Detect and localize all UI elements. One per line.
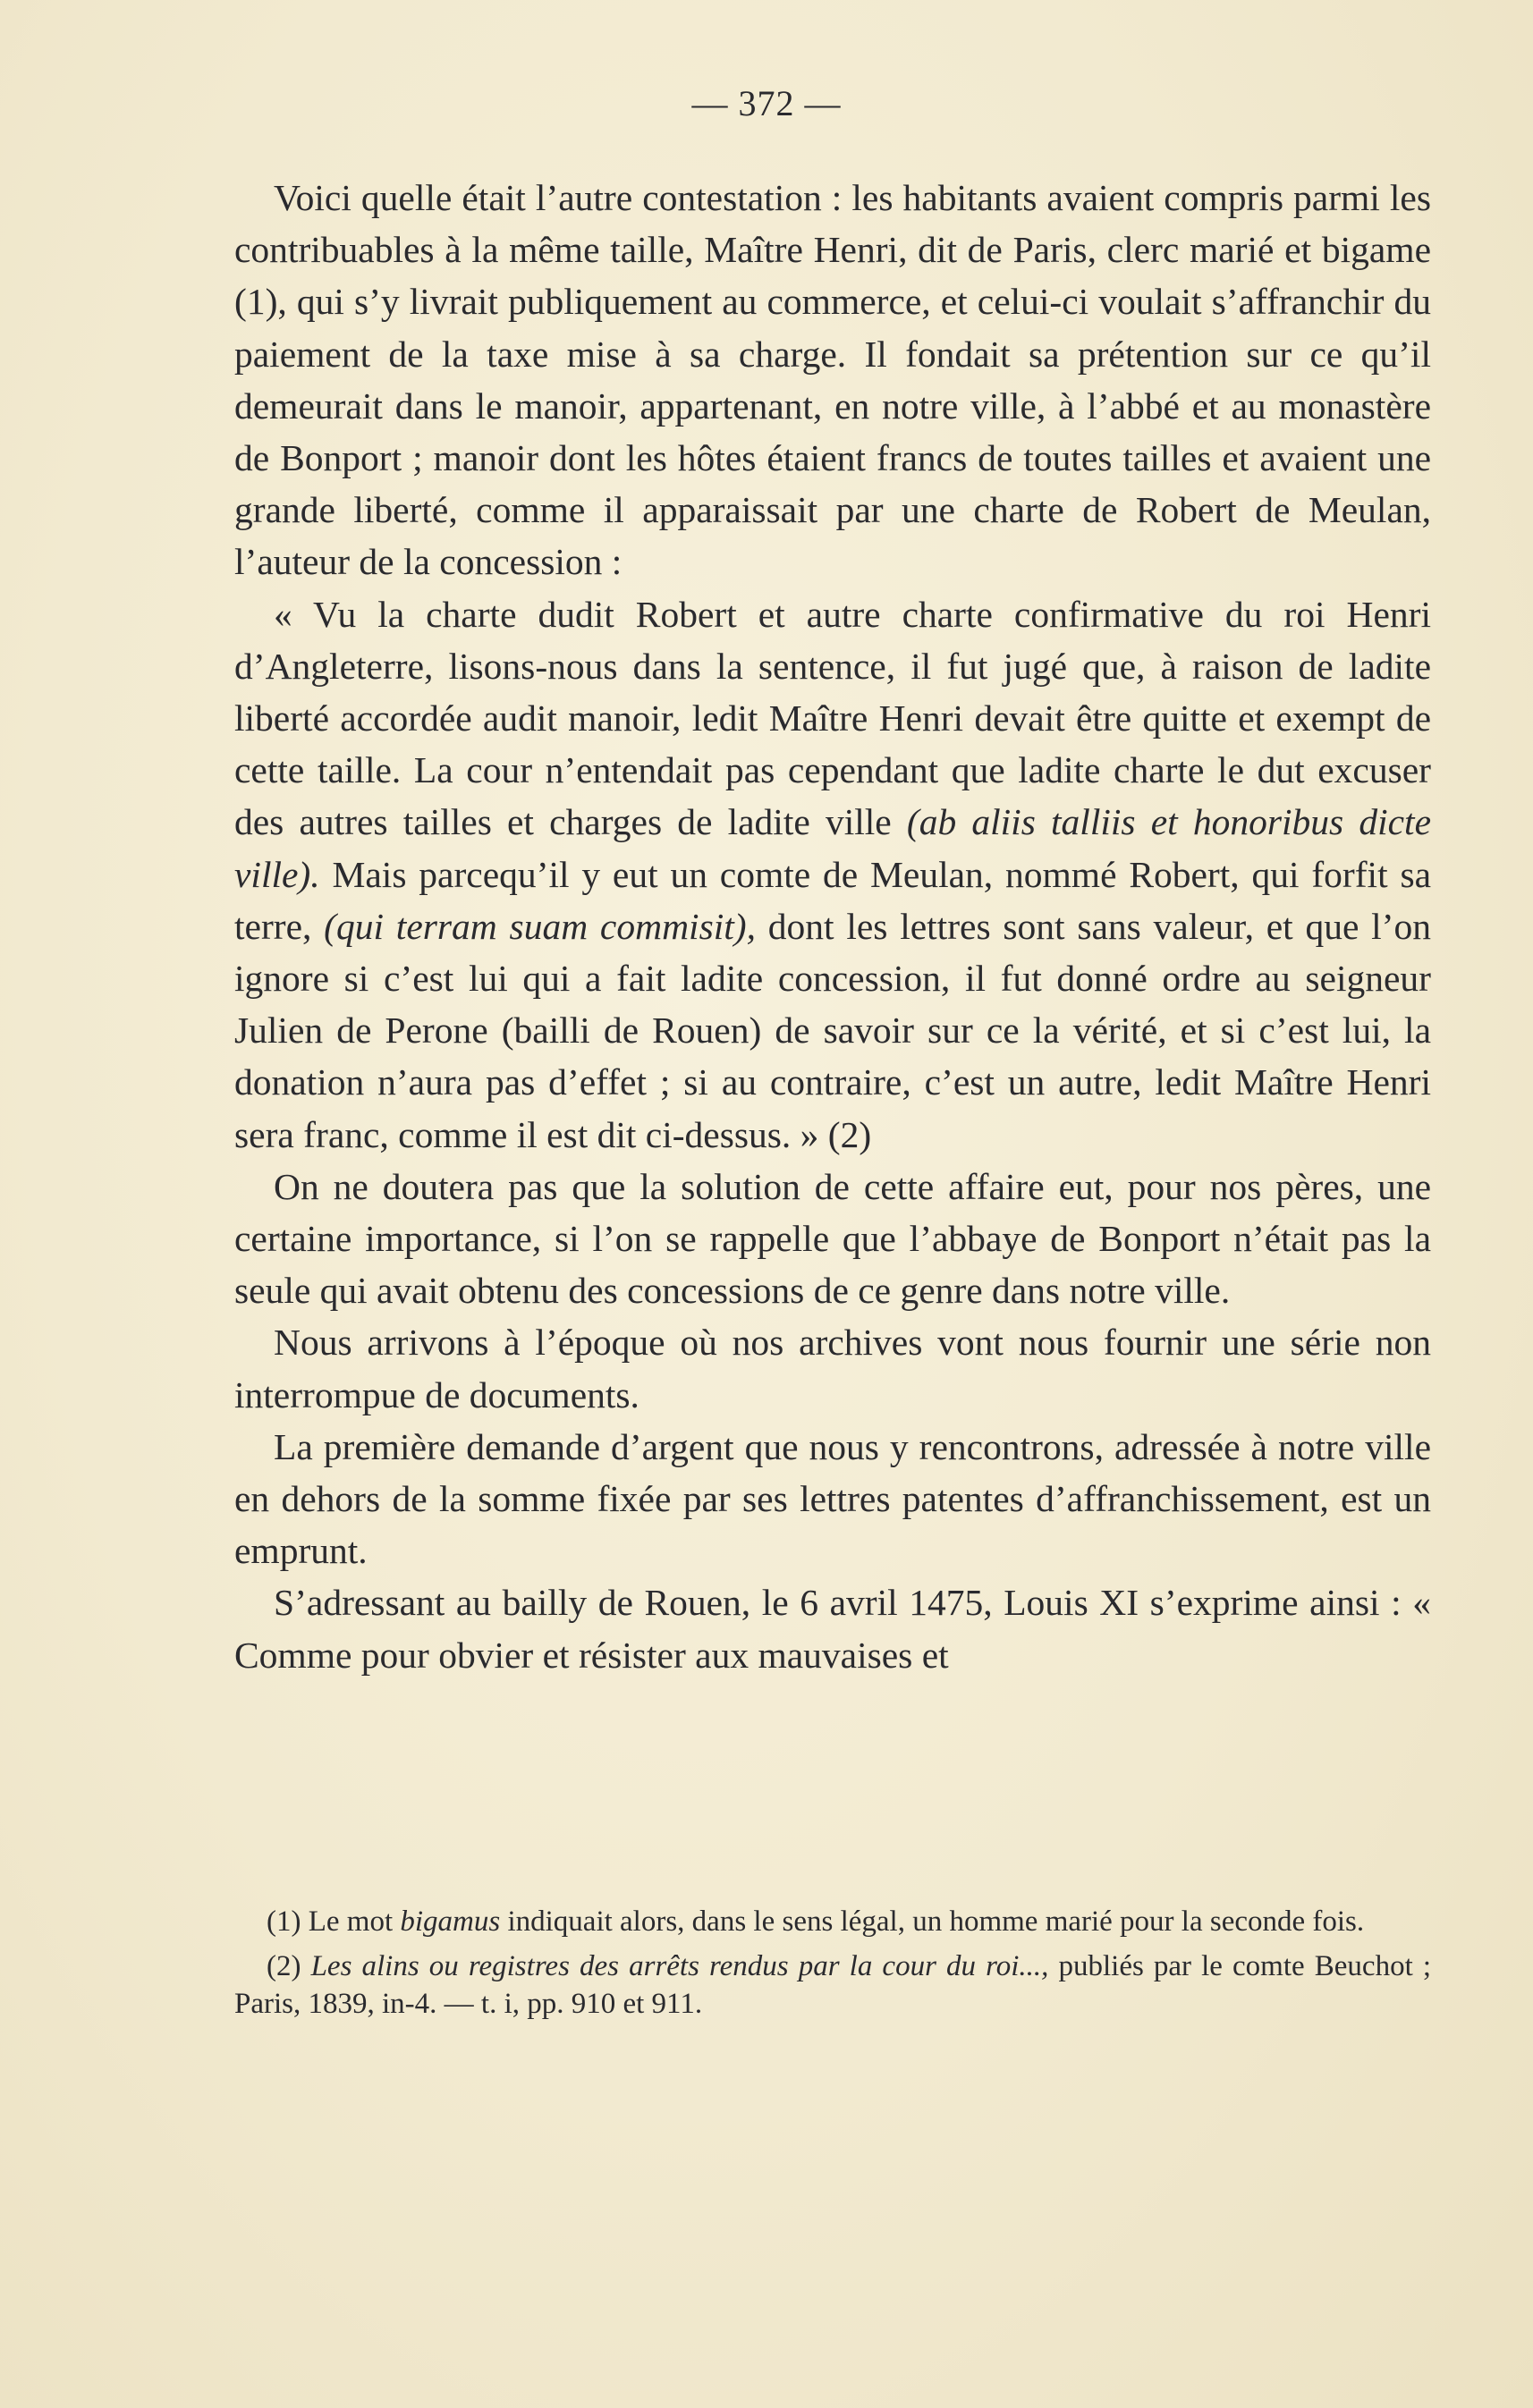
paragraph-1: Voici quelle était l’autre contestation : les habitants avaient compris parmi les contribuables à la même taille, Maître Henri, dit de Paris, clerc marié et bigame (1), qui s’y livrait publiquement au commerce, et celui-ci voulait s’affranchir du paiement de la taxe mise à sa charge. Il fondait sa prétention sur ce qu’il demeurait dans le manoir, appartenant, en notre ville, à l’abbé et au monastère de Bonport ; manoir dont les hôtes étaient francs de toutes tailles et avaient une grande liberté, comme il apparaissait par une charte de Robert de Meulan, l’auteur de la concession : <box>234 177 1431 583</box>
footnote-1 <box>234 1903 1431 1940</box>
quote-part-1: « Vu la charte dudit Robert et autre charte confirmative du roi Henri d’Angleterre, lisons-nous dans la sentence, il fut jugé que, à raison de ladite liberté accordée audit manoir, ledit Maître Henri devait être quitte et exempt de cette taille. La cour n’entendait pas cependant que ladite charte le dut excuser des autres tailles et charges de ladite ville <box>234 593 1431 843</box>
page-number: — 372 — <box>691 83 842 123</box>
footnote-2-start: (2) <box>267 1950 301 1982</box>
latin-phrase-1: (ab aliis talliis et honoribus dicte ville). <box>234 801 1432 895</box>
paragraph-2-quote <box>234 588 1431 1161</box>
main-text <box>234 172 1431 1681</box>
footnotes <box>234 1903 1431 2030</box>
paragraph-6: S’adressant au bailly de Rouen, le 6 avril 1475, Louis XI s’exprime ainsi : « Comme pour obvier et résister aux mauvaises et <box>234 1582 1431 1676</box>
footnote-2-rest: publiés par le comte Beuchot ; Paris, 1839, in-4. — t. i, pp. 910 et 911. <box>234 1950 1431 2020</box>
footnote-2-italic: Les alins ou registres des arrêts rendus par la cour du roi..., <box>310 1950 1049 1982</box>
paragraph-3: On ne doutera pas que la solution de cette affaire eut, pour nos pères, une certaine importance, si l’on se rappelle que l’abbaye de Bonport n’était pas la seule qui avait obtenu des concessions de ce genre dans notre ville. <box>234 1165 1431 1312</box>
footnote-2 <box>234 1948 1431 2023</box>
footnote-1-italic: bigamus <box>400 1905 501 1938</box>
quote-part-2: Mais parcequ’il y eut un comte de Meulan, nommé Robert, qui forfit sa terre, <box>234 853 1432 947</box>
latin-phrase-2: (qui terram suam commisit), <box>324 905 756 947</box>
footnote-1-start: (1) Le mot <box>267 1905 394 1938</box>
paragraph-5: La première demande d’argent que nous y rencontrons, adressée à notre ville en dehors de la somme fixée par ses lettres patentes d’affranchissement, est un emprunt. <box>234 1425 1431 1572</box>
paragraph-4: Nous arrivons à l’époque où nos archives vont nous fournir une série non interrompue de documents. <box>234 1322 1431 1415</box>
footnote-1-rest: indiquait alors, dans le sens légal, un homme marié pour la seconde fois. <box>507 1905 1365 1938</box>
quote-part-3: dont les lettres sont sans valeur, et que l’on ignore si c’est lui qui a fait ladite concession, il fut donné ordre au seigneur Julien de Perone (bailli de Rouen) de savoir sur ce la vérité, et si c’est lui, la donation n’aura pas d’effet ; si au contraire, c’est un autre, ledit Maître Henri sera franc, comme il est dit ci-dessus. » (2) <box>234 905 1431 1155</box>
